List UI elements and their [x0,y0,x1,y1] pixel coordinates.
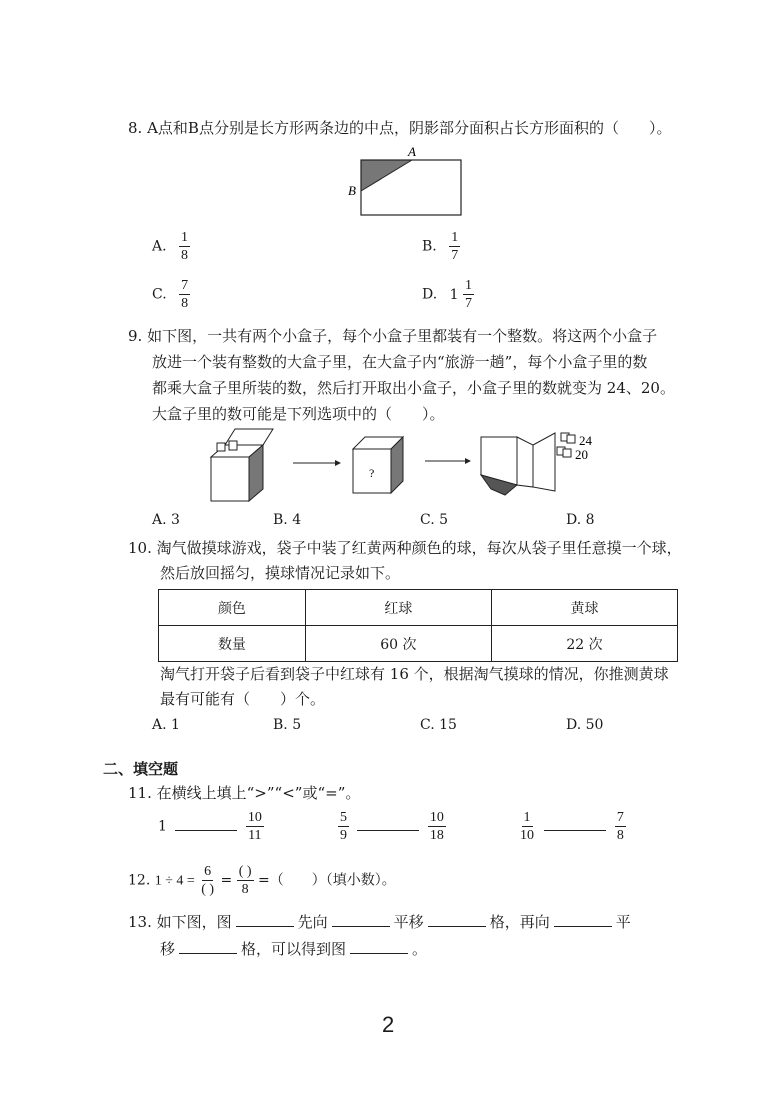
q11-item-2 [338,810,446,843]
q9-line-3: 都乘大盒子里所装的数，然后打开取出小盒子，小盒子里的数就变为 24、20。 [152,379,675,397]
q11-text: 在横线上填上“>”“<”或“=”。 [156,784,361,802]
output-20: 20 [575,447,588,462]
q8-option-c[interactable] [152,278,190,311]
table-row [159,626,678,662]
q10-option-c[interactable]: C. 15 [420,717,457,733]
table-cell: 数量 [159,626,306,662]
q10-after-line-2: 最有可能有（ ）个。 [160,690,326,708]
arrow-1-head [335,460,341,466]
q8-rectangle-figure [340,143,470,218]
q12-expression: 1 ÷ 4 = [154,873,195,889]
closed-big-box [353,437,403,493]
table-cell: 60 次 [305,626,491,662]
q13-text: 平 [615,913,631,931]
open-big-box [211,429,273,501]
answer-blank[interactable] [175,818,237,831]
q9-option-d[interactable]: D. 8 [566,512,595,528]
fraction: $\frac{1}{10}$ [520,810,534,843]
table-header-row [159,590,678,626]
q9-text: 如下图，一共有两个小盒子，每个小盒子里都装有一个整数。将这两个小盒子 [147,327,658,345]
option-letter: D. [422,286,438,303]
q13-number: 13. [128,913,152,931]
q9-boxes-figure [195,425,615,510]
answer-blank[interactable] [332,914,390,927]
q10-after-line-1: 淘气打开袋子后看到袋子中红球有 16 个，根据淘气摸球的情况，你推测黄球 [160,665,669,683]
q13-text: 如下图，图 [156,913,232,931]
fraction: $\frac{5}{9}$ [340,810,347,843]
q13-text: 先向 [297,913,328,931]
equals-sign: = [220,872,233,889]
q12-row [128,864,396,897]
q13-line-1 [128,912,631,932]
q11-item-1 [158,810,264,843]
page-number: 2 [382,1012,395,1037]
q9-line-2: 放进一个装有整数的大盒子里，在大盒子内“旅游一趟”，每个小盒子里的数 [152,353,648,371]
option-letter: B. [422,238,437,255]
q8-option-a[interactable] [152,230,190,263]
q12-number: 12. [128,872,151,889]
q9-line-1 [128,326,657,346]
fraction: $\frac{10}{18}$ [429,810,444,843]
question-mark: ? [369,466,375,480]
q8-option-d[interactable] [422,278,474,311]
q13-text: 格，可以得到图 [241,940,347,958]
table-cell: 红球 [305,590,491,626]
q9-option-a[interactable]: A. 3 [152,512,180,528]
output-24: 24 [579,433,592,448]
fraction: $\frac{7}{8}$ [181,278,189,311]
section-title: 二、填空题 [103,760,179,778]
q10-option-a[interactable]: A. 1 [152,717,180,733]
q13-line-2 [160,939,427,959]
fraction: $\frac{( )}{8}$ [238,864,252,897]
q10-option-b[interactable]: B. 5 [273,717,302,733]
fraction: $\frac{10}{11}$ [247,810,262,843]
table-cell: 黄球 [491,590,677,626]
option-letter: C. [152,286,167,303]
q13-text: 。 [412,940,428,958]
q11-number: 11. [128,784,152,802]
q9-number: 9. [128,327,143,345]
q8-label-a: A [408,144,416,159]
q9-option-b[interactable]: B. 4 [273,512,302,528]
q10-line-2: 然后放回摇匀，摸球情况记录如下。 [160,564,401,582]
answer-blank[interactable] [179,941,237,954]
q11-stem [128,783,360,803]
fraction: $\frac{6}{( )}$ [201,864,215,897]
fraction: $\frac{1}{7}$ [465,278,473,311]
answer-blank[interactable] [357,818,419,831]
answer-blank[interactable] [544,818,606,831]
mixed-whole: 1 [449,286,459,303]
q10-text: 淘气做摸球游戏，袋子中装了红黄两种颜色的球，每次从袋子里任意摸一个球， [156,539,682,557]
answer-blank[interactable] [350,941,408,954]
q13-text: 平移 [393,913,424,931]
q8-number: 8. [128,119,143,137]
fraction: $\frac{1}{7}$ [451,230,459,263]
q10-line-1 [128,538,682,558]
option-letter: A. [152,238,167,255]
q10-record-table [158,589,678,662]
q10-number: 10. [128,539,152,557]
left-value: 1 [158,818,167,835]
answer-blank[interactable] [428,914,486,927]
q13-text: 移 [160,940,176,958]
fraction: $\frac{7}{8}$ [616,810,624,843]
q8-option-b[interactable] [422,230,460,263]
table-cell: 22 次 [491,626,677,662]
q8-label-b: B [348,183,356,198]
q9-option-c[interactable]: C. 5 [420,512,449,528]
q11-item-3 [518,810,626,843]
table-cell: 颜色 [159,590,306,626]
answer-blank[interactable] [236,914,294,927]
q10-option-d[interactable]: D. 50 [566,717,604,733]
q13-text: 格，再向 [489,913,550,931]
q8-stem [128,118,671,138]
q12-tail: =（ ）（填小数）。 [258,872,396,889]
answer-blank[interactable] [554,914,612,927]
fraction: $\frac{1}{8}$ [181,230,189,263]
q8-text: A点和B点分别是长方形两条边的中点，阴影部分面积占长方形面积的（ ）。 [147,119,672,137]
arrow-2-head [465,458,471,464]
q9-line-4: 大盒子里的数可能是下列选项中的（ ）。 [152,405,445,423]
opened-big-box [481,433,593,495]
